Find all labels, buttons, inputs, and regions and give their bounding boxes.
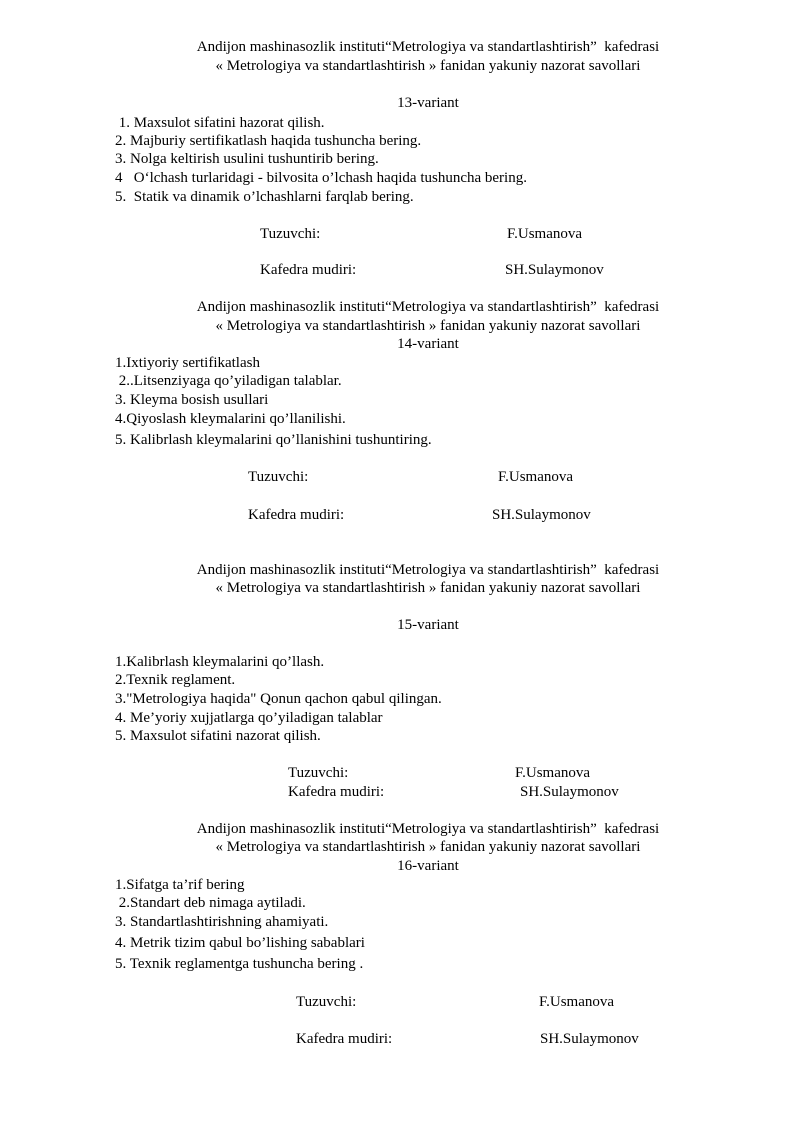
- question-item: 3. Nolga keltirish usulini tushuntirib bering.: [115, 151, 379, 167]
- author-name: F.Usmanova: [507, 226, 583, 242]
- variant-title: 13-variant: [397, 95, 459, 111]
- question-item: 3. Kleyma bosish usullari: [115, 392, 269, 408]
- question-item: 1. Maxsulot sifatini hazorat qilish.: [115, 115, 325, 131]
- question-item: 4 O‘lchash turlaridagi - bilvosita o’lchash haqida tushuncha bering.: [115, 170, 527, 186]
- question-item: 5. Maxsulot sifatini nazorat qilish.: [115, 728, 321, 744]
- variant-title: 14-variant: [397, 336, 459, 352]
- head-label: Kafedra mudiri:: [248, 507, 345, 523]
- question-item: 4.Qiyoslash kleymalarini qo’llanilishi.: [115, 411, 346, 427]
- question-item: 5. Texnik reglamentga tushuncha bering .: [115, 956, 364, 972]
- question-item: 5. Statik va dinamik o’lchashlarni farqlab bering.: [115, 189, 414, 205]
- author-label: Tuzuvchi:: [288, 765, 349, 781]
- variant-title: 16-variant: [397, 858, 459, 874]
- head-name: SH.Sulaymonov: [520, 784, 619, 800]
- question-item: 2.Texnik reglament.: [115, 672, 236, 688]
- question-item: 4. Metrik tizim qabul bo’lishing sabablari: [115, 935, 365, 951]
- head-label: Kafedra mudiri:: [288, 784, 385, 800]
- question-item: 2..Litsenziyaga qo’yiladigan talablar.: [115, 373, 342, 389]
- variant-title: 15-variant: [397, 617, 459, 633]
- exam-subtitle: « Metrologiya va standartlashtirish » fanidan yakuniy nazorat savollari: [215, 58, 641, 74]
- question-item: 1.Sifatga ta’rif bering: [115, 877, 245, 893]
- exam-subtitle: « Metrologiya va standartlashtirish » fanidan yakuniy nazorat savollari: [215, 318, 641, 334]
- institute-header: Andijon mashinasozlik instituti“Metrologiya va standartlashtirish” kafedrasi: [196, 299, 660, 315]
- question-item: 1.Kalibrlash kleymalarini qo’llash.: [115, 654, 325, 670]
- question-item: 3."Metrologiya haqida" Qonun qachon qabul qilingan.: [115, 691, 442, 707]
- institute-header: Andijon mashinasozlik instituti“Metrologiya va standartlashtirish” kafedrasi: [196, 821, 660, 837]
- question-item: 2. Majburiy sertifikatlash haqida tushuncha bering.: [115, 133, 422, 149]
- head-label: Kafedra mudiri:: [296, 1031, 393, 1047]
- head-label: Kafedra mudiri:: [260, 262, 357, 278]
- author-label: Tuzuvchi:: [296, 994, 357, 1010]
- author-name: F.Usmanova: [498, 469, 574, 485]
- author-label: Tuzuvchi:: [260, 226, 321, 242]
- question-item: 2.Standart deb nimaga aytiladi.: [115, 895, 306, 911]
- question-item: 5. Kalibrlash kleymalarini qo’llanishini tushuntiring.: [115, 432, 432, 448]
- question-item: 3. Standartlashtirishning ahamiyati.: [115, 914, 329, 930]
- author-name: F.Usmanova: [539, 994, 615, 1010]
- institute-header: Andijon mashinasozlik instituti“Metrologiya va standartlashtirish” kafedrasi: [196, 562, 660, 578]
- question-item: 1.Ixtiyoriy sertifikatlash: [115, 355, 260, 371]
- head-name: SH.Sulaymonov: [505, 262, 604, 278]
- exam-subtitle: « Metrologiya va standartlashtirish » fanidan yakuniy nazorat savollari: [215, 839, 641, 855]
- author-name: F.Usmanova: [515, 765, 591, 781]
- head-name: SH.Sulaymonov: [540, 1031, 639, 1047]
- question-item: 4. Me’yoriy xujjatlarga qo’yiladigan talablar: [115, 710, 383, 726]
- head-name: SH.Sulaymonov: [492, 507, 591, 523]
- author-label: Tuzuvchi:: [248, 469, 309, 485]
- exam-subtitle: « Metrologiya va standartlashtirish » fanidan yakuniy nazorat savollari: [215, 580, 641, 596]
- institute-header: Andijon mashinasozlik instituti“Metrologiya va standartlashtirish” kafedrasi: [196, 39, 660, 55]
